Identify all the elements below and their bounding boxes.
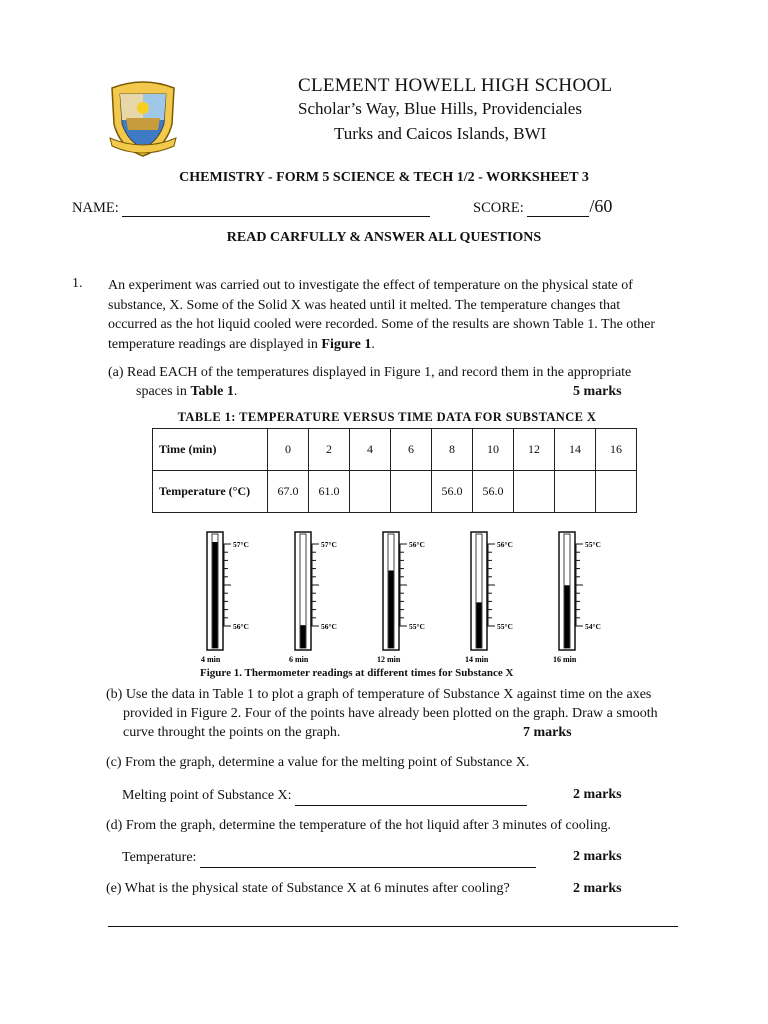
stem-line — [108, 335, 708, 355]
score-total: /60 — [589, 196, 613, 216]
part-c-text: (c) From the graph, determine a value for the melting point of Substance X. — [106, 755, 530, 770]
thermometer-top-label: 56°C — [409, 540, 425, 549]
temperature-cell: 56.0 — [473, 471, 514, 513]
thermometer-bottom-label: 56°C — [233, 622, 249, 631]
score-field[interactable] — [527, 199, 589, 217]
thermometer-bottom-label: 54°C — [585, 622, 601, 631]
thermometer-bottom-label: 56°C — [321, 622, 337, 631]
part-c-marks: 2 marks — [573, 787, 622, 802]
school-crest-logo — [106, 78, 180, 160]
question-1-stem — [108, 276, 708, 354]
stem-line: An experiment was carried out to investigate the effect of temperature on the physical state of — [108, 278, 633, 293]
school-address-line2: Turks and Caicos Islands, BWI — [334, 124, 547, 143]
time-row-header: Time (min) — [153, 429, 268, 471]
temperature-cell: 67.0 — [268, 471, 309, 513]
table-title: TABLE 1: TEMPERATURE VERSUS TIME DATA FOR SUBSTANCE X — [177, 410, 597, 424]
thermometer-time-label: 16 min — [553, 655, 577, 664]
thermometer-column — [389, 570, 394, 648]
thermometer-time-label: 4 min — [201, 655, 221, 664]
temperature-row — [153, 471, 637, 513]
part-a-line1: (a) Read EACH of the temperatures displayed in Figure 1, and record them in the appropriate — [108, 365, 632, 380]
thermometer-top-label: 56°C — [497, 540, 513, 549]
thermometer-column — [565, 585, 570, 648]
thermometer-2 — [371, 528, 451, 668]
part-d-text: (d) From the graph, determine the temperature of the hot liquid after 3 minutes of cooling. — [106, 818, 612, 833]
time-cell: 0 — [268, 429, 309, 471]
thermometer-time-label: 12 min — [377, 655, 401, 664]
school-name: CLEMENT HOWELL HIGH SCHOOL — [298, 75, 613, 96]
temperature-cell: 56.0 — [432, 471, 473, 513]
part-b-line3: curve throught the points on the graph. — [123, 725, 341, 740]
name-label: NAME: — [72, 200, 119, 216]
part-b-line2: provided in Figure 2. Four of the points have already been plotted on the graph. Draw a smooth — [123, 706, 658, 721]
name-row — [72, 199, 430, 217]
temperature-cell-blank[interactable] — [514, 471, 555, 513]
temperature-time-table — [152, 428, 637, 513]
stem-line: substance, X. Some of the Solid X was heated until it melted. The temperature changes that — [108, 297, 621, 313]
part-a-marks: 5 marks — [573, 384, 622, 399]
part-a-text: spaces in — [136, 384, 191, 399]
melting-point-answer-field[interactable] — [295, 785, 527, 806]
stem-text: . — [371, 336, 375, 352]
thermometer-time-label: 14 min — [465, 655, 489, 664]
thermometer-4 — [547, 528, 627, 668]
question-number: 1. — [72, 276, 83, 291]
time-cell: 8 — [432, 429, 473, 471]
melting-point-label: Melting point of Substance X: — [122, 788, 292, 803]
time-cell: 6 — [391, 429, 432, 471]
worksheet-title: CHEMISTRY - FORM 5 SCIENCE & TECH 1/2 - WORKSHEET 3 — [179, 170, 589, 185]
temperature-answer-field[interactable] — [200, 847, 536, 868]
stem-line: occurred as the hot liquid cooled were recorded. Some of the results are shown Table 1. The other — [108, 317, 656, 332]
time-cell: 14 — [555, 429, 596, 471]
thermometer-time-label: 6 min — [289, 655, 309, 664]
thermometer-top-label: 55°C — [585, 540, 601, 549]
thermometer-bottom-label: 55°C — [497, 622, 513, 631]
temperature-cell: 61.0 — [309, 471, 350, 513]
part-a-text: . — [233, 384, 238, 399]
thermometer-column — [301, 625, 306, 648]
temperature-cell-blank[interactable] — [391, 471, 432, 513]
school-address-line1: Scholar’s Way, Blue Hills, Providenciales — [298, 99, 582, 118]
stem-text: temperature readings are displayed in — [108, 336, 322, 352]
name-field[interactable] — [122, 199, 430, 217]
time-cell: 4 — [350, 429, 391, 471]
temperature-label: Temperature: — [122, 850, 197, 865]
temperature-cell-blank[interactable] — [350, 471, 391, 513]
time-cell: 10 — [473, 429, 514, 471]
part-e-text: (e) What is the physical state of Substance X at 6 minutes after cooling? — [106, 881, 510, 896]
part-d-answer-row — [122, 847, 536, 868]
thermometer-column — [477, 602, 482, 648]
part-b-marks: 7 marks — [523, 725, 572, 740]
temperature-cell-blank[interactable] — [555, 471, 596, 513]
thermometer-1 — [283, 528, 363, 668]
temperature-row-header: Temperature (°C) — [153, 471, 268, 513]
part-c-answer-row — [122, 785, 527, 806]
part-a-bold: Table 1 — [190, 384, 234, 399]
stem-bold: Figure 1 — [321, 336, 372, 352]
part-e-marks: 2 marks — [573, 881, 622, 896]
time-cell: 12 — [514, 429, 555, 471]
temperature-cell-blank[interactable] — [596, 471, 637, 513]
thermometer-top-label: 57°C — [233, 540, 249, 549]
figure-caption: Figure 1. Thermometer readings at different times for Substance X — [200, 667, 514, 679]
time-cell: 16 — [596, 429, 637, 471]
thermometer-bottom-label: 55°C — [409, 622, 425, 631]
thermometer-column — [213, 542, 218, 648]
time-row — [153, 429, 637, 471]
score-label: SCORE: — [473, 200, 524, 216]
instructions: READ CARFULLY & ANSWER ALL QUESTIONS — [226, 230, 542, 245]
thermometer-3 — [459, 528, 539, 668]
thermometer-figure — [195, 528, 635, 668]
thermometer-0 — [195, 528, 275, 668]
score-row — [473, 196, 612, 217]
part-b-line1: (b) Use the data in Table 1 to plot a graph of temperature of Substance X against time on the axes — [106, 687, 652, 702]
part-d-marks: 2 marks — [573, 849, 622, 864]
part-a-line2 — [136, 382, 237, 402]
time-cell: 2 — [309, 429, 350, 471]
thermometer-top-label: 57°C — [321, 540, 337, 549]
part-e-answer-field[interactable] — [108, 920, 678, 927]
